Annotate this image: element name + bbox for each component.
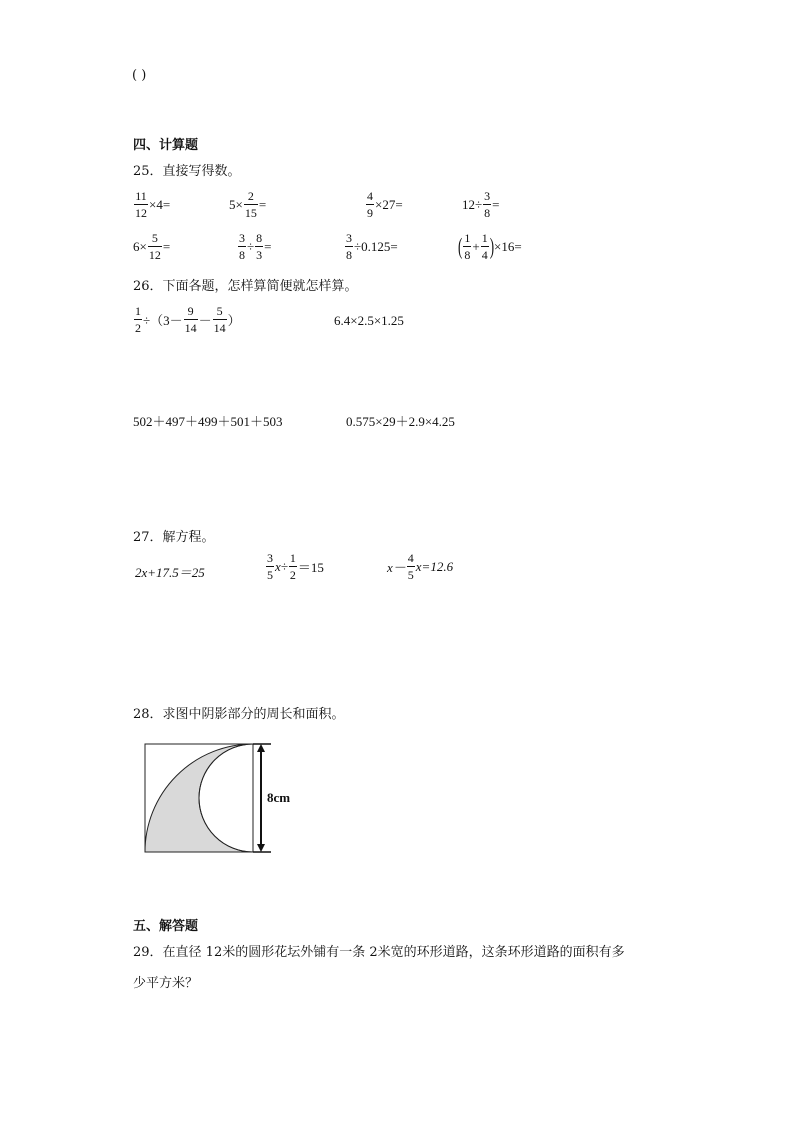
q29-line-2: 少平方米？: [133, 976, 199, 991]
q27-title: 27．解方程。: [133, 530, 215, 545]
expr-prefix: 12÷: [462, 196, 483, 212]
numerator: 3: [267, 551, 273, 565]
expr-tail: =: [492, 196, 500, 212]
q25-item-6: [237, 232, 271, 261]
numerator: 3: [484, 189, 491, 203]
section-4-title: 四、计算题: [133, 138, 199, 153]
q28-title: 28．求图中阴影部分的周长和面积。: [133, 707, 345, 722]
expr-end: ）: [227, 313, 241, 328]
q25-item-7: [344, 232, 398, 261]
expr-end: ＝15: [297, 560, 324, 575]
q27-equation-2: [265, 552, 324, 581]
fraction: [463, 232, 471, 261]
denominator: 5: [407, 568, 414, 582]
denominator: 14: [213, 321, 226, 335]
q29-line-1: 29．在直径 12米的圆形花坛外铺有一条 2米宽的环形道路，这条环形道路的面积有多: [133, 945, 625, 960]
denominator: 2: [135, 321, 141, 335]
expr-end: x=12.6: [415, 558, 454, 574]
fraction: [244, 190, 258, 219]
fraction: [345, 232, 353, 261]
expr-tail: =: [258, 196, 267, 212]
operator: －: [198, 313, 212, 328]
numerator: 5: [148, 232, 162, 247]
numerator: 1: [481, 231, 488, 245]
expr-middle: ÷（3－: [143, 313, 183, 328]
fraction: [184, 305, 198, 334]
fraction: [289, 552, 297, 581]
denominator: 2: [289, 568, 296, 582]
fraction: [481, 232, 489, 261]
q26-expr-2: 6.4×2.5×1.25: [334, 313, 404, 328]
expr-tail: ×16=: [494, 238, 522, 254]
q26-expr-1: [133, 305, 241, 334]
numerator: 4: [367, 189, 373, 203]
denominator: 8: [484, 206, 491, 220]
fraction: [407, 552, 415, 581]
arrow-down-icon: [257, 844, 265, 852]
denominator: 15: [244, 206, 257, 220]
expr-tail: ×4=: [149, 196, 171, 212]
denominator: 8: [346, 248, 352, 262]
fraction: [483, 190, 491, 219]
fraction: [366, 190, 374, 219]
denominator: 8: [239, 248, 245, 262]
denominator: 9: [367, 206, 373, 220]
fraction: [266, 552, 274, 581]
expr-tail: =: [264, 238, 272, 254]
operator: ÷: [247, 238, 255, 254]
q25-item-2: [229, 190, 266, 219]
numerator: 4: [407, 551, 414, 565]
expr-tail: ×27=: [375, 196, 403, 212]
fraction: [213, 305, 227, 334]
expr-prefix: 5×: [229, 196, 243, 212]
numerator: 1: [464, 231, 471, 245]
denominator: 3: [256, 248, 263, 262]
denominator: 12: [135, 206, 147, 220]
numerator: 2: [244, 190, 258, 205]
q26-title: 26．下面各题，怎样算简便就怎样算。: [133, 279, 358, 294]
expr-prefix: x－: [387, 560, 406, 575]
q25-title: 25．直接写得数。: [133, 164, 241, 179]
fraction: [148, 232, 162, 261]
numerator: 3: [346, 231, 352, 245]
numerator: 11: [135, 189, 147, 203]
numerator: 1: [289, 551, 296, 565]
q25-item-5: [133, 232, 170, 261]
q25-item-4: [462, 190, 499, 219]
q26-expr-3: 502＋497＋499＋501＋503: [133, 414, 283, 429]
q25-item-8: [458, 232, 522, 261]
expr-prefix: 6×: [133, 238, 147, 254]
numerator: 5: [213, 305, 227, 320]
q26-expr-4: 0.575×29＋2.9×4.25: [346, 414, 455, 429]
section-5-title: 五、解答题: [133, 919, 199, 934]
right-paren: ): [489, 232, 495, 260]
operator: +: [472, 238, 480, 254]
dimension-label: 8cm: [267, 790, 291, 805]
fraction: [134, 190, 148, 219]
denominator: 4: [481, 248, 488, 262]
denominator: 14: [184, 321, 197, 335]
q27-equation-3: [387, 552, 453, 581]
numerator: 3: [239, 231, 245, 245]
fraction: [238, 232, 246, 261]
expr-middle: x÷: [275, 558, 288, 574]
denominator: 5: [267, 568, 273, 582]
q27-equation-1: 2x+17.5＝25: [135, 565, 205, 580]
denominator: 12: [148, 248, 161, 262]
numerator: 8: [256, 231, 263, 245]
fraction: [255, 232, 263, 261]
denominator: 8: [464, 248, 471, 262]
numerator: 1: [135, 304, 141, 318]
q25-item-1: [133, 190, 170, 219]
q25-item-3: [365, 190, 403, 219]
expr-tail: =: [162, 238, 171, 254]
arrow-up-icon: [257, 744, 265, 752]
numerator: 9: [184, 305, 198, 320]
left-paren: (: [458, 232, 463, 260]
expr-tail: ÷0.125=: [354, 238, 398, 254]
answer-parentheses: ( ): [132, 68, 147, 83]
fraction: [134, 305, 142, 334]
